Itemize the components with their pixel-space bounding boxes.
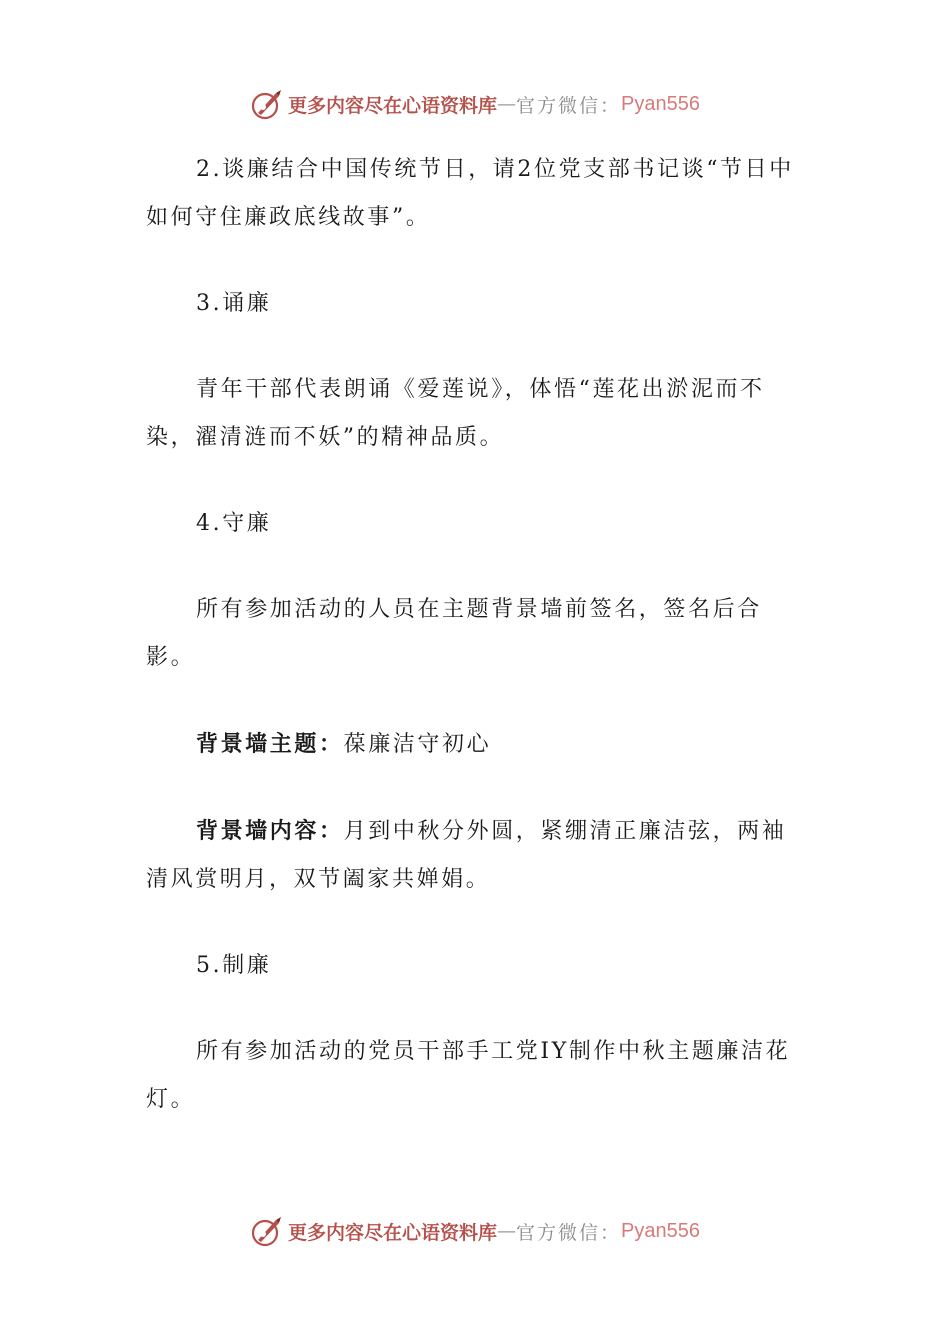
theme-value: 葆廉洁守初心 [343, 732, 492, 757]
banner-wechat-id: Pyan556 [621, 1219, 700, 1242]
paragraph-2: 2.谈廉结合中国传统节日，请2位党支部书记谈“节日中如何守住廉政底线故事”。 [146, 157, 794, 230]
banner-wechat-label: 官方微信： [516, 94, 622, 117]
banner-main-text: 更多内容尽在心语资料库 [288, 1221, 498, 1244]
content-value: 月到中秋分外圆，紧绷清正廉洁弦，两袖清风赏明月，双节阖家共婵娟。 [146, 819, 787, 892]
heading-3: 3.诵廉 [196, 291, 272, 316]
heading-4: 4.守廉 [196, 511, 272, 536]
footer-banner [0, 1211, 950, 1251]
header-banner [0, 84, 950, 124]
banner-main-text: 更多内容尽在心语资料库 [288, 94, 498, 117]
banner-wechat-id: Pyan556 [621, 92, 700, 115]
content-label: 背景墙内容： [196, 818, 344, 844]
paragraph-5: 所有参加活动的党员干部手工党IY制作中秋主题廉洁花灯。 [146, 1039, 791, 1112]
banner-dash: — [497, 1220, 517, 1242]
banner-dash: — [497, 93, 517, 115]
quill-logo-icon [250, 1214, 284, 1248]
paragraph-3: 青年干部代表朗诵《爱莲说》，体悟“莲花出淤泥而不染，濯清涟而不妖”的精神品质。 [146, 377, 765, 450]
heading-5: 5.制廉 [196, 953, 272, 978]
content-line [146, 807, 806, 904]
theme-line [146, 720, 806, 769]
banner-wechat-label: 官方微信： [516, 1221, 622, 1244]
paragraph-4: 所有参加活动的人员在主题背景墙前签名，签名后合影。 [146, 597, 762, 670]
document-body [146, 146, 806, 1124]
quill-logo-icon [250, 87, 284, 121]
theme-label: 背景墙主题： [196, 731, 344, 757]
